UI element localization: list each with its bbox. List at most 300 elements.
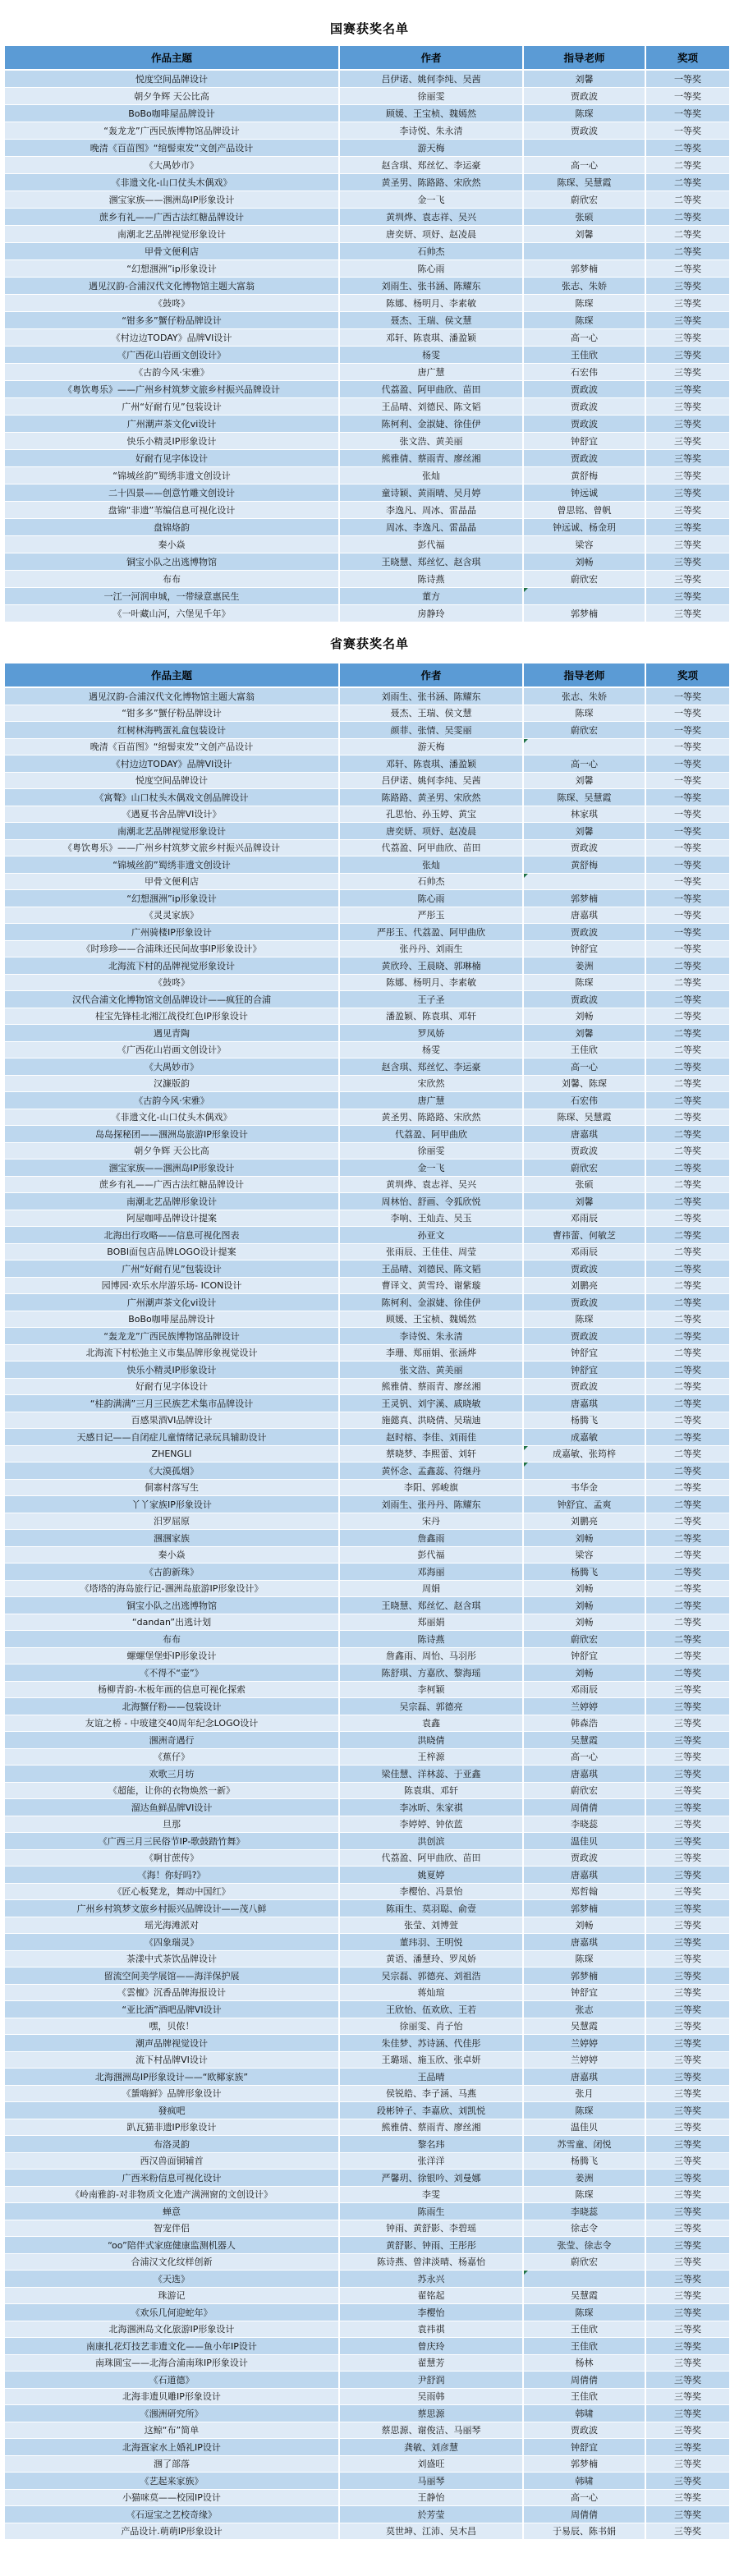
teacher-cell[interactable]: 刘畅: [524, 1530, 645, 1546]
award-cell[interactable]: 三等奖: [646, 2506, 729, 2523]
work-title-cell[interactable]: 好耐冇见字体设计: [5, 450, 338, 466]
award-cell[interactable]: 一等奖: [646, 823, 729, 839]
teacher-cell[interactable]: 贾政波: [524, 398, 645, 415]
award-cell[interactable]: 二等奖: [646, 226, 729, 242]
work-title-cell[interactable]: 快乐小精灵IP形象设计: [5, 1361, 338, 1378]
author-cell[interactable]: 陈路路、黄圣男、宋欣然: [340, 789, 522, 806]
author-cell[interactable]: 王子圣: [340, 991, 522, 1008]
author-cell[interactable]: 刘雨生、张书涵、陈耀东: [340, 278, 522, 294]
table-title[interactable]: 国赛获奖名单: [5, 10, 734, 46]
work-title-cell[interactable]: 《塔塔的海岛旅行记-涠洲岛旅游IP形象设计》: [5, 1581, 338, 1597]
work-title-cell[interactable]: 《雲檀》沉香品牌海报设计: [5, 1985, 338, 2001]
teacher-cell[interactable]: 刘馨: [524, 1025, 645, 1041]
teacher-cell[interactable]: 于易辰、陈书娟: [524, 2523, 645, 2540]
award-cell[interactable]: 二等奖: [646, 1480, 729, 1496]
work-title-cell[interactable]: 铜宝小队之出逃博物馆: [5, 1597, 338, 1614]
teacher-cell[interactable]: 钟舒宜: [524, 433, 645, 449]
teacher-cell[interactable]: 张莹、徐志令: [524, 2237, 645, 2253]
award-cell[interactable]: 二等奖: [646, 1379, 729, 1395]
work-title-cell[interactable]: 好耐冇见字体设计: [5, 1379, 338, 1395]
award-cell[interactable]: 三等奖: [646, 2052, 729, 2069]
work-title-cell[interactable]: 螺螺堡堡虾IP形象设计: [5, 1648, 338, 1665]
teacher-cell[interactable]: 蔚欣宏: [524, 1783, 645, 1799]
award-cell[interactable]: 二等奖: [646, 243, 729, 259]
work-title-cell[interactable]: 北海涠洲岛IP形象设计——“欧椰家族”: [5, 2069, 338, 2085]
teacher-cell[interactable]: 陈琛: [524, 2304, 645, 2321]
work-title-cell[interactable]: 汉代合浦文化博物馆文创品牌设计——疯狂的合浦: [5, 991, 338, 1008]
work-title-cell[interactable]: “锦城丝韵”蜀绣非遗文创设计: [5, 856, 338, 873]
author-cell[interactable]: 陈心雨: [340, 260, 522, 277]
teacher-cell[interactable]: 贾政波: [524, 924, 645, 940]
teacher-cell[interactable]: 蔚欣宏: [524, 722, 645, 738]
work-title-cell[interactable]: “轰龙龙”广西民族博物馆品牌设计: [5, 1328, 338, 1344]
work-title-cell[interactable]: “幻想涠洲”ip形象设计: [5, 260, 338, 277]
work-title-cell[interactable]: 《啊甘蔗传》: [5, 1850, 338, 1867]
work-title-cell[interactable]: 盘锦“非遗”苇编信息可视化设计: [5, 502, 338, 518]
teacher-cell[interactable]: 刘畅: [524, 1614, 645, 1631]
work-title-cell[interactable]: 盘锦烙韵: [5, 519, 338, 535]
work-title-cell[interactable]: 《寓聱》山口杖头木偶戏文创品牌设计: [5, 789, 338, 806]
award-cell[interactable]: 二等奖: [646, 1530, 729, 1546]
award-cell[interactable]: 三等奖: [646, 2405, 729, 2422]
author-cell[interactable]: 李冰昕、朱家祺: [340, 1799, 522, 1816]
teacher-cell[interactable]: 韩啸: [524, 2405, 645, 2422]
work-title-cell[interactable]: 北海涠洲岛文化旅游IP形象设计: [5, 2321, 338, 2338]
award-cell[interactable]: 二等奖: [646, 1244, 729, 1260]
teacher-cell[interactable]: 高一心: [524, 1749, 645, 1766]
work-title-cell[interactable]: 遇见青陶: [5, 1025, 338, 1041]
award-cell[interactable]: 二等奖: [646, 1042, 729, 1058]
author-cell[interactable]: 黄语、潘慧玲、罗凤娇: [340, 1951, 522, 1968]
teacher-cell[interactable]: 贾政波: [524, 381, 645, 397]
work-title-cell[interactable]: 朝夕争辉 天公比高: [5, 1143, 338, 1159]
work-title-cell[interactable]: 《非遗文化-山口仗头木偶戏》: [5, 1109, 338, 1126]
author-cell[interactable]: 宋丹: [340, 1513, 522, 1530]
teacher-cell[interactable]: 刘鹏亮: [524, 1513, 645, 1530]
teacher-cell[interactable]: 贾政波: [524, 450, 645, 466]
author-cell[interactable]: 黄圳烨、袁志祥、吴兴: [340, 209, 522, 225]
award-cell[interactable]: 一等奖: [646, 874, 729, 890]
award-cell[interactable]: 二等奖: [646, 209, 729, 225]
award-cell[interactable]: 三等奖: [646, 519, 729, 535]
work-title-cell[interactable]: 杨柳青韵-木板年画的信息可视化探索: [5, 1682, 338, 1698]
work-title-cell[interactable]: 《天选》: [5, 2271, 338, 2287]
work-title-cell[interactable]: 《艺起来家族》: [5, 2473, 338, 2489]
work-title-cell[interactable]: 北海疍家水上婚礼IP设计: [5, 2439, 338, 2455]
teacher-cell[interactable]: 陈琛、吴慧霞: [524, 789, 645, 806]
award-cell[interactable]: 一等奖: [646, 924, 729, 940]
teacher-cell[interactable]: 唐嘉琪: [524, 1395, 645, 1412]
work-title-cell[interactable]: 《一叶藏山河，六堡见千年》: [5, 605, 338, 622]
work-title-cell[interactable]: 《大漠孤烟》: [5, 1462, 338, 1479]
award-cell[interactable]: 三等奖: [646, 1799, 729, 1816]
award-cell[interactable]: 三等奖: [646, 2069, 729, 2085]
author-cell[interactable]: 钟雨、黄舒影、李碧瑶: [340, 2220, 522, 2237]
author-cell[interactable]: 侯锐皓、李子涵、马燕: [340, 2086, 522, 2102]
award-cell[interactable]: 一等奖: [646, 806, 729, 823]
teacher-cell[interactable]: 姜洲: [524, 957, 645, 974]
teacher-cell[interactable]: 杨腾飞: [524, 2153, 645, 2170]
award-cell[interactable]: 三等奖: [646, 1951, 729, 1968]
award-cell[interactable]: 三等奖: [646, 1749, 729, 1766]
author-cell[interactable]: 陈娜、杨明月、李素敏: [340, 295, 522, 311]
author-cell[interactable]: 陈雨生: [340, 2203, 522, 2220]
award-cell[interactable]: 三等奖: [646, 1917, 729, 1934]
author-cell[interactable]: 李柯颖: [340, 1682, 522, 1698]
teacher-cell[interactable]: 张志: [524, 2001, 645, 2018]
award-cell[interactable]: 三等奖: [646, 2338, 729, 2354]
teacher-cell[interactable]: 刘畅: [524, 1008, 645, 1025]
work-title-cell[interactable]: 一江一河润申城，一带绿意惠民生: [5, 588, 338, 604]
teacher-cell[interactable]: 贾政波: [524, 991, 645, 1008]
work-title-cell[interactable]: 南康扎花灯技艺非遗文化——鱼小年IP设计: [5, 2338, 338, 2354]
author-cell[interactable]: 马丽琴: [340, 2473, 522, 2489]
award-cell[interactable]: 二等奖: [646, 1177, 729, 1193]
author-cell[interactable]: 罗凤娇: [340, 1025, 522, 1041]
award-cell[interactable]: 二等奖: [646, 140, 729, 156]
author-cell[interactable]: 吕伊诺、姚何李纯、吴茜: [340, 71, 522, 87]
author-cell[interactable]: 张灿: [340, 467, 522, 484]
award-cell[interactable]: 二等奖: [646, 1092, 729, 1109]
award-cell[interactable]: 一等奖: [646, 941, 729, 957]
teacher-cell[interactable]: 贾政波: [524, 1328, 645, 1344]
award-cell[interactable]: 三等奖: [646, 1783, 729, 1799]
work-title-cell[interactable]: 小猫咪莫——校园IP设计: [5, 2490, 338, 2506]
teacher-cell[interactable]: 郭梦楠: [524, 605, 645, 622]
teacher-cell[interactable]: 周倩倩: [524, 1799, 645, 1816]
teacher-cell[interactable]: 陈琛: [524, 295, 645, 311]
teacher-cell[interactable]: 唐嘉琪: [524, 1867, 645, 1883]
teacher-cell[interactable]: 蔚欣宏: [524, 2254, 645, 2271]
work-title-cell[interactable]: 《村边边TODAY》品牌VI设计: [5, 755, 338, 772]
work-title-cell[interactable]: 《欢乐几何迎蛇年》: [5, 2304, 338, 2321]
work-title-cell[interactable]: 遇见汉韵-合浦汉代文化博物馆主题大富翁: [5, 688, 338, 705]
author-cell[interactable]: 李樱怡、冯景怡: [340, 1884, 522, 1900]
award-cell[interactable]: 三等奖: [646, 381, 729, 397]
teacher-cell[interactable]: 邓雨辰: [524, 1210, 645, 1227]
work-title-cell[interactable]: 广州乡村筑梦文旅乡村振兴品牌设计——茂八鲜: [5, 1900, 338, 1917]
table-title[interactable]: 省赛获奖名单: [5, 622, 734, 664]
author-cell[interactable]: 朱佳梦、苏诗涵、代佳彤: [340, 2035, 522, 2051]
work-title-cell[interactable]: 产品设计.萌萌IP形象设计: [5, 2523, 338, 2540]
award-cell[interactable]: 三等奖: [646, 1816, 729, 1833]
teacher-cell[interactable]: 贾政波: [524, 1260, 645, 1277]
teacher-cell[interactable]: 刘馨: [524, 773, 645, 789]
teacher-cell[interactable]: [524, 243, 645, 259]
work-title-cell[interactable]: BoBo咖啡屋品牌设计: [5, 1311, 338, 1328]
award-cell[interactable]: 二等奖: [646, 1513, 729, 1530]
award-cell[interactable]: 三等奖: [646, 588, 729, 604]
award-cell[interactable]: 三等奖: [646, 450, 729, 466]
award-cell[interactable]: 三等奖: [646, 2102, 729, 2119]
work-title-cell[interactable]: 《时珍珍——合浦珠还民间故事IP形象设计》: [5, 941, 338, 957]
author-cell[interactable]: 邓轩、陈袁琪、潘盈颖: [340, 329, 522, 346]
work-title-cell[interactable]: 《古韵今风·宋雅》: [5, 364, 338, 380]
award-cell[interactable]: 二等奖: [646, 1446, 729, 1462]
work-title-cell[interactable]: 涠涠家族: [5, 1530, 338, 1546]
teacher-cell[interactable]: 刘畅: [524, 1581, 645, 1597]
author-cell[interactable]: 黄圳烨、袁志祥、吴兴: [340, 1177, 522, 1193]
author-cell[interactable]: 袁祎祺: [340, 2321, 522, 2338]
award-cell[interactable]: 二等奖: [646, 174, 729, 191]
author-cell[interactable]: 宋欣然: [340, 1076, 522, 1092]
teacher-cell[interactable]: 钟远诚: [524, 484, 645, 501]
work-title-cell[interactable]: 遇见汉韵-合浦汉代文化博物馆主题大富翁: [5, 278, 338, 294]
teacher-cell[interactable]: 王佳欣: [524, 2338, 645, 2354]
teacher-cell[interactable]: 高一心: [524, 329, 645, 346]
award-cell[interactable]: 三等奖: [646, 2422, 729, 2439]
award-cell[interactable]: 三等奖: [646, 2086, 729, 2102]
teacher-cell[interactable]: 王佳欣: [524, 1042, 645, 1058]
award-cell[interactable]: 二等奖: [646, 1260, 729, 1277]
author-cell[interactable]: 董玮羽、王明悦: [340, 1934, 522, 1950]
author-cell[interactable]: 游天梅: [340, 739, 522, 755]
award-cell[interactable]: 三等奖: [646, 1900, 729, 1917]
author-cell[interactable]: 徐丽雯、肖子怡: [340, 2018, 522, 2035]
award-cell[interactable]: 三等奖: [646, 1968, 729, 1984]
teacher-cell[interactable]: 邓雨辰: [524, 1244, 645, 1260]
award-cell[interactable]: 二等奖: [646, 1210, 729, 1227]
work-title-cell[interactable]: 《广西花山岩画文创设计》: [5, 347, 338, 363]
award-cell[interactable]: 一等奖: [646, 840, 729, 856]
author-cell[interactable]: 陈舒琪、方嘉欣、黎海瑶: [340, 1665, 522, 1681]
award-cell[interactable]: 二等奖: [646, 1076, 729, 1092]
award-cell[interactable]: 三等奖: [646, 2254, 729, 2271]
teacher-cell[interactable]: 陈琛: [524, 312, 645, 328]
teacher-cell[interactable]: 兰婷婷: [524, 2052, 645, 2069]
award-cell[interactable]: 二等奖: [646, 1311, 729, 1328]
award-cell[interactable]: 三等奖: [646, 1715, 729, 1732]
author-cell[interactable]: 袁鑫: [340, 1715, 522, 1732]
award-cell[interactable]: 二等奖: [646, 1193, 729, 1210]
work-title-cell[interactable]: 汉濂版韵: [5, 1076, 338, 1092]
award-cell[interactable]: 三等奖: [646, 329, 729, 346]
author-cell[interactable]: 严馨玥、徐银吟、刘曼娜: [340, 2170, 522, 2186]
teacher-cell[interactable]: 蔚欣宏: [524, 1631, 645, 1647]
award-cell[interactable]: 二等奖: [646, 1581, 729, 1597]
column-header[interactable]: 作品主题: [5, 46, 338, 69]
author-cell[interactable]: 黄欣玲、王晨晓、郭琳楠: [340, 957, 522, 974]
work-title-cell[interactable]: 《鼓咚》: [5, 295, 338, 311]
work-title-cell[interactable]: “锦城丝韵”蜀绣非遗文创设计: [5, 467, 338, 484]
award-cell[interactable]: 二等奖: [646, 1126, 729, 1142]
teacher-cell[interactable]: 刘馨: [524, 71, 645, 87]
author-cell[interactable]: 陈袁琪、邓轩: [340, 1783, 522, 1799]
column-header[interactable]: 作者: [340, 46, 522, 69]
teacher-cell[interactable]: 刘馨: [524, 823, 645, 839]
award-cell[interactable]: 三等奖: [646, 1884, 729, 1900]
work-title-cell[interactable]: 《古韵今风·宋雅》: [5, 1092, 338, 1109]
author-cell[interactable]: 吴宗磊、郭德亮: [340, 1698, 522, 1715]
award-cell[interactable]: 三等奖: [646, 278, 729, 294]
work-title-cell[interactable]: 南潮北艺品牌视觉形象设计: [5, 226, 338, 242]
award-cell[interactable]: 一等奖: [646, 755, 729, 772]
teacher-cell[interactable]: 张志、朱娇: [524, 278, 645, 294]
award-cell[interactable]: 三等奖: [646, 536, 729, 553]
work-title-cell[interactable]: 二十四景——创意竹雕文创设计: [5, 484, 338, 501]
author-cell[interactable]: 黄怀念、孟鑫蕊、符继丹: [340, 1462, 522, 1479]
work-title-cell[interactable]: 旦那: [5, 1816, 338, 1833]
column-header[interactable]: 作者: [340, 664, 522, 686]
work-title-cell[interactable]: 广州“好耐冇见”包装设计: [5, 398, 338, 415]
teacher-cell[interactable]: 温佳贝: [524, 2119, 645, 2136]
teacher-cell[interactable]: 刘畅: [524, 553, 645, 570]
author-cell[interactable]: 段彬钟子、李嘉欣、刘凯悦: [340, 2102, 522, 2119]
author-cell[interactable]: 邓海丽: [340, 1564, 522, 1580]
teacher-cell[interactable]: 林家琪: [524, 806, 645, 823]
author-cell[interactable]: 周娟: [340, 1581, 522, 1597]
teacher-cell[interactable]: 刘畅: [524, 1597, 645, 1614]
author-cell[interactable]: 邓轩、陈袁琪、潘盈颖: [340, 755, 522, 772]
work-title-cell[interactable]: 《超能，让你的衣物焕然一新》: [5, 1783, 338, 1799]
author-cell[interactable]: 熊雅倩、蔡雨青、廖丝湘: [340, 450, 522, 466]
work-title-cell[interactable]: 晚清《百苗图》“绾髻束发”文创产品设计: [5, 140, 338, 156]
author-cell[interactable]: 杨雯: [340, 347, 522, 363]
work-title-cell[interactable]: 《蜑嗨鲜》品牌形象设计: [5, 2086, 338, 2102]
award-cell[interactable]: 一等奖: [646, 705, 729, 722]
work-title-cell[interactable]: 流下村品牌VI设计: [5, 2052, 338, 2069]
teacher-cell[interactable]: 钟舒宜、孟爽: [524, 1496, 645, 1513]
teacher-cell[interactable]: 高一心: [524, 157, 645, 173]
teacher-cell[interactable]: 李晓蕊: [524, 2203, 645, 2220]
work-title-cell[interactable]: 《石逗宝之艺校奇缘》: [5, 2506, 338, 2523]
award-cell[interactable]: 三等奖: [646, 1850, 729, 1867]
teacher-cell[interactable]: 梁容: [524, 1547, 645, 1564]
award-cell[interactable]: 一等奖: [646, 856, 729, 873]
work-title-cell[interactable]: 智宠伴侣: [5, 2220, 338, 2237]
award-cell[interactable]: 二等奖: [646, 157, 729, 173]
teacher-cell[interactable]: 陈琛: [524, 705, 645, 722]
award-cell[interactable]: 二等奖: [646, 191, 729, 208]
award-cell[interactable]: 二等奖: [646, 1109, 729, 1126]
author-cell[interactable]: 熊雅倩、蔡雨青、廖丝湘: [340, 1379, 522, 1395]
author-cell[interactable]: 顾媛、王宝桢、魏嫣然: [340, 105, 522, 122]
award-cell[interactable]: 二等奖: [646, 1361, 729, 1378]
author-cell[interactable]: 严彤玉、代荔盈、阿甲曲欣: [340, 924, 522, 940]
teacher-cell[interactable]: 成嘉敏: [524, 1429, 645, 1445]
teacher-cell[interactable]: 郑哲翰: [524, 1884, 645, 1900]
teacher-cell[interactable]: 郭梦楠: [524, 1968, 645, 1984]
author-cell[interactable]: 孔思怡、孙玉婷、黄宝: [340, 806, 522, 823]
award-cell[interactable]: 三等奖: [646, 2355, 729, 2372]
teacher-cell[interactable]: 郭梦楠: [524, 890, 645, 907]
author-cell[interactable]: 石帅杰: [340, 243, 522, 259]
award-cell[interactable]: 三等奖: [646, 433, 729, 449]
author-cell[interactable]: 蒋灿瑄: [340, 1985, 522, 2001]
work-title-cell[interactable]: 潮声品牌视觉设计: [5, 2035, 338, 2051]
work-title-cell[interactable]: 《粤饮粤乐》——广州乡村筑梦文旅乡村振兴品牌设计: [5, 840, 338, 856]
work-title-cell[interactable]: 北海非遗贝雕IP形象设计: [5, 2389, 338, 2405]
teacher-cell[interactable]: 唐嘉琪: [524, 1766, 645, 1782]
teacher-cell[interactable]: 贾政波: [524, 2422, 645, 2439]
work-title-cell[interactable]: “轰龙龙”广西民族博物馆品牌设计: [5, 122, 338, 139]
author-cell[interactable]: 王晓慧、郑丝忆、赵含琪: [340, 1597, 522, 1614]
teacher-cell[interactable]: 徐志令: [524, 2220, 645, 2237]
work-title-cell[interactable]: “桂韵满满”三月三民族艺术集市品牌设计: [5, 1395, 338, 1412]
award-cell[interactable]: 三等奖: [646, 1698, 729, 1715]
work-title-cell[interactable]: 南潮北艺品牌形象设计: [5, 1193, 338, 1210]
author-cell[interactable]: 彭代福: [340, 1547, 522, 1564]
author-cell[interactable]: 吕伊诺、姚何李纯、吴茜: [340, 773, 522, 789]
work-title-cell[interactable]: 南珠圆宝——北海合浦南珠IP形象设计: [5, 2355, 338, 2372]
teacher-cell[interactable]: 贾政波: [524, 1294, 645, 1311]
teacher-cell[interactable]: 石宏伟: [524, 1092, 645, 1109]
award-cell[interactable]: 三等奖: [646, 2187, 729, 2203]
teacher-cell[interactable]: 蔚欣宏: [524, 1159, 645, 1176]
author-cell[interactable]: 陈心雨: [340, 890, 522, 907]
author-cell[interactable]: 刘雨生、张丹丹、陈耀东: [340, 1496, 522, 1513]
column-header[interactable]: 指导老师: [524, 46, 645, 69]
teacher-cell[interactable]: 唐嘉琪: [524, 1126, 645, 1142]
work-title-cell[interactable]: 这鲸“布”简单: [5, 2422, 338, 2439]
work-title-cell[interactable]: 《石道德》: [5, 2372, 338, 2388]
award-cell[interactable]: 三等奖: [646, 484, 729, 501]
teacher-cell[interactable]: 刘畅: [524, 1665, 645, 1681]
award-cell[interactable]: 三等奖: [646, 2288, 729, 2304]
teacher-cell[interactable]: 韦华金: [524, 1480, 645, 1496]
author-cell[interactable]: 张洋洋: [340, 2153, 522, 2170]
author-cell[interactable]: 翟慧芳: [340, 2355, 522, 2372]
teacher-cell[interactable]: 周倩倩: [524, 2506, 645, 2523]
teacher-cell[interactable]: 曾思铭、曾帆: [524, 502, 645, 518]
author-cell[interactable]: 施懿真、洪晓倩、吴瑞迪: [340, 1412, 522, 1429]
author-cell[interactable]: 聂杰、王瑞、侯文慧: [340, 312, 522, 328]
teacher-cell[interactable]: 贾政波: [524, 1850, 645, 1867]
teacher-cell[interactable]: 蔚欣宏: [524, 191, 645, 208]
author-cell[interactable]: 李响、王灿垚、吴玉: [340, 1210, 522, 1227]
author-cell[interactable]: 李雯: [340, 2187, 522, 2203]
work-title-cell[interactable]: 南潮北艺品牌视觉形象设计: [5, 823, 338, 839]
author-cell[interactable]: 赵时榕、李佳、刘雨佳: [340, 1429, 522, 1445]
award-cell[interactable]: 二等奖: [646, 1564, 729, 1580]
award-cell[interactable]: 三等奖: [646, 2018, 729, 2035]
teacher-cell[interactable]: 刘馨、陈琛: [524, 1076, 645, 1092]
author-cell[interactable]: 张灿: [340, 856, 522, 873]
teacher-cell[interactable]: 兰婷婷: [524, 1698, 645, 1715]
award-cell[interactable]: 三等奖: [646, 2203, 729, 2220]
work-title-cell[interactable]: “钳多多”蟹仔粉品牌设计: [5, 312, 338, 328]
teacher-cell[interactable]: 贾政波: [524, 88, 645, 104]
author-cell[interactable]: 代荔盈、阿甲曲欣、苗田: [340, 1850, 522, 1867]
award-cell[interactable]: 三等奖: [646, 364, 729, 380]
author-cell[interactable]: 陈诗燕、曾津淡晴、杨嘉怡: [340, 2254, 522, 2271]
author-cell[interactable]: 王静怡: [340, 2490, 522, 2506]
award-cell[interactable]: 三等奖: [646, 295, 729, 311]
author-cell[interactable]: 周冰、李逸凡、雷晶晶: [340, 519, 522, 535]
award-cell[interactable]: 二等奖: [646, 1614, 729, 1631]
author-cell[interactable]: 顾媛、王宝桢、魏嫣然: [340, 1311, 522, 1328]
work-title-cell[interactable]: 溜达鱼鲜品牌VI设计: [5, 1799, 338, 1816]
author-cell[interactable]: 李阳、郭峻旗: [340, 1480, 522, 1496]
teacher-cell[interactable]: 李晓蕊: [524, 1816, 645, 1833]
award-cell[interactable]: 二等奖: [646, 1008, 729, 1025]
work-title-cell[interactable]: 《大禺妙市》: [5, 157, 338, 173]
work-title-cell[interactable]: 阿屋咖啡品牌设计提案: [5, 1210, 338, 1227]
author-cell[interactable]: 徐丽雯: [340, 88, 522, 104]
award-cell[interactable]: 二等奖: [646, 1412, 729, 1429]
teacher-cell[interactable]: 贾政波: [524, 122, 645, 139]
author-cell[interactable]: 颜菲、张情、吴雯丽: [340, 722, 522, 738]
work-title-cell[interactable]: 悦度空间品牌设计: [5, 773, 338, 789]
award-cell[interactable]: 三等奖: [646, 2389, 729, 2405]
teacher-cell[interactable]: 贾政波: [524, 416, 645, 432]
teacher-cell[interactable]: 吴慧霞: [524, 1732, 645, 1748]
teacher-cell[interactable]: 吴慧霞: [524, 2018, 645, 2035]
author-cell[interactable]: 张莹、刘博萱: [340, 1917, 522, 1934]
teacher-cell[interactable]: 郭梦楠: [524, 260, 645, 277]
teacher-cell[interactable]: 张硕: [524, 209, 645, 225]
work-title-cell[interactable]: “钳多多”蟹仔粉品牌设计: [5, 705, 338, 722]
